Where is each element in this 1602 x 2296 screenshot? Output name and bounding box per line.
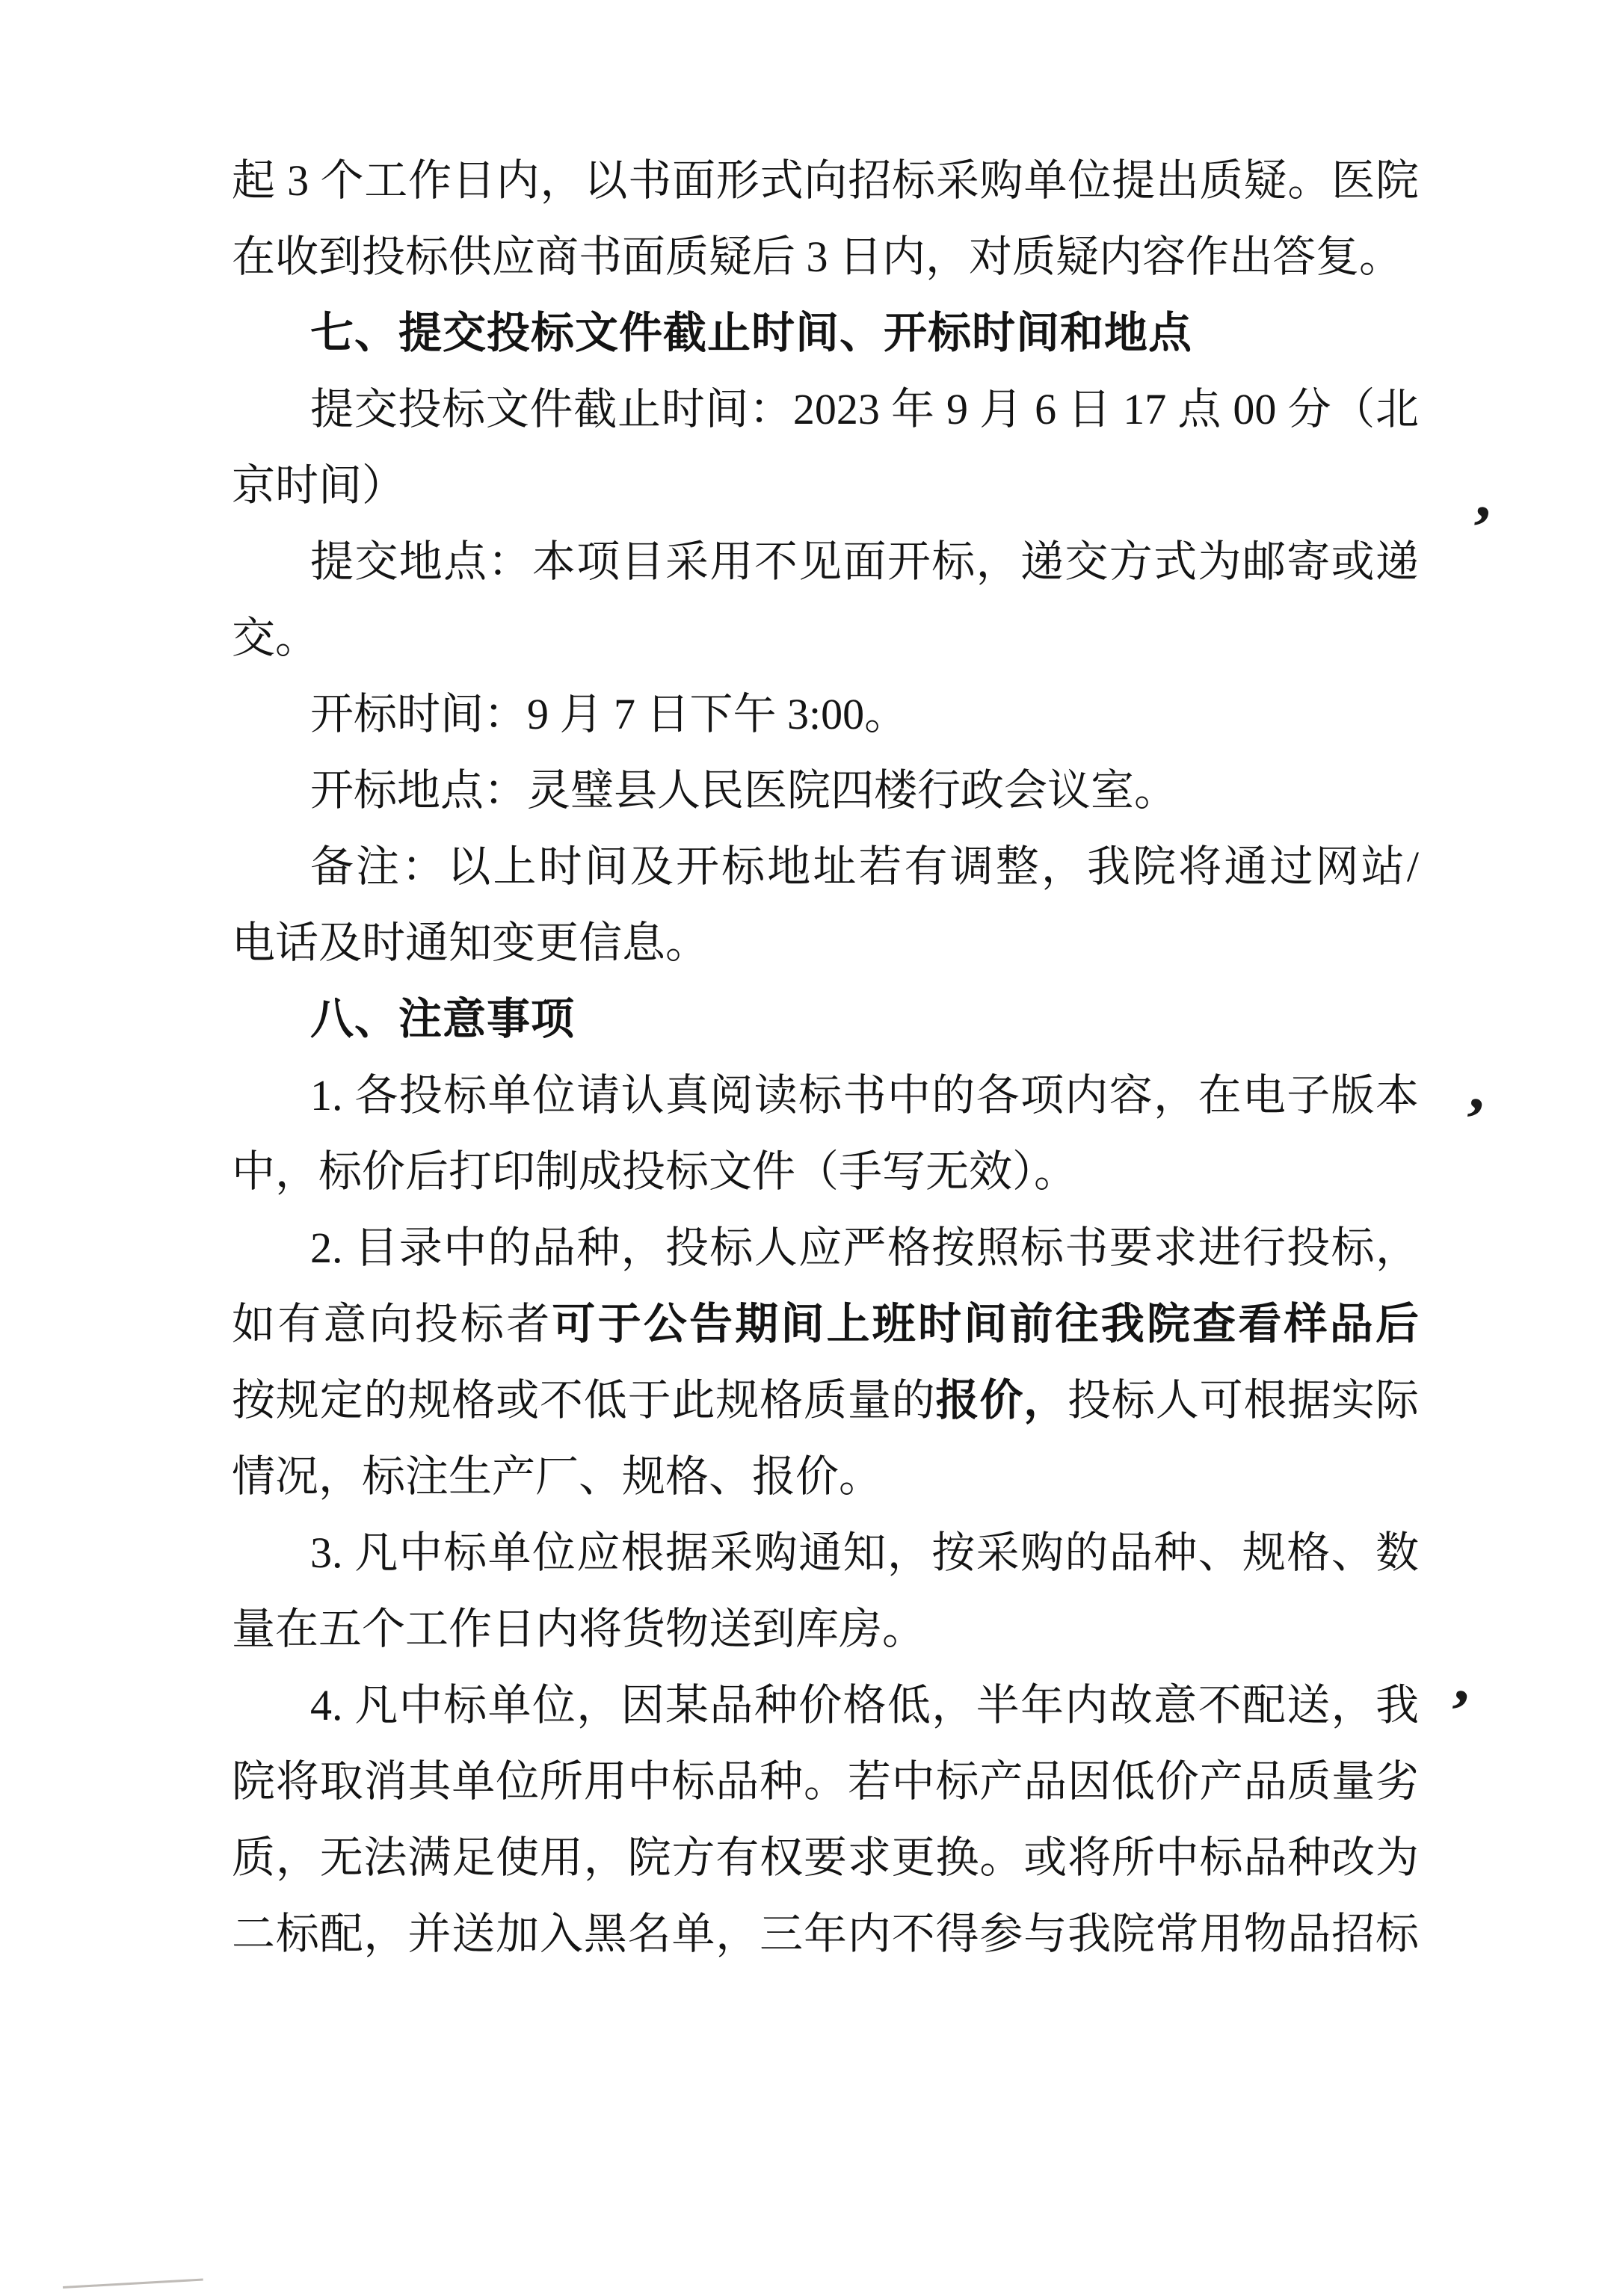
text-line — [232, 1286, 1419, 1363]
text-segment: 交。 — [232, 614, 319, 662]
bold-text-segment: 报价， — [935, 1376, 1068, 1425]
handwritten-comma-mark: , — [1450, 1644, 1478, 1716]
bold-text-segment: 可于公告期间上班时间前往我院查看样品后 — [552, 1300, 1419, 1348]
text-segment: 在收到投标供应商书面质疑后 3 日内，对质疑内容作出答复。 — [232, 232, 1403, 281]
text-segment: 提交地点：本项目采用不见面开标，递交方式为邮寄或递 — [310, 537, 1419, 586]
section-heading — [232, 981, 1419, 1058]
text-segment: 投标人可根据实际 — [1068, 1376, 1419, 1425]
text-line — [232, 753, 1419, 829]
text-segment: 中，标价后打印制成投标文件（手写无效）。 — [232, 1147, 1078, 1196]
scan-artifact-line — [63, 2279, 203, 2289]
text-segment: 如有意向投标者 — [232, 1300, 552, 1348]
text-line — [232, 905, 1419, 981]
text-segment: 开标地点：灵璧县人民医院四楼行政会议室。 — [310, 766, 1178, 815]
text-segment: 七、提交投标文件截止时间、开标时间和地点 — [310, 309, 1193, 357]
text-block — [232, 143, 1419, 1972]
text-segment: 京时间） — [232, 461, 406, 510]
text-segment: 电话及时通知变更信息。 — [232, 919, 709, 967]
text-line — [232, 1439, 1419, 1515]
text-segment: 4. 凡中标单位，因某品种价格低，半年内故意不配送，我 — [310, 1681, 1419, 1729]
text-segment: 3. 凡中标单位应根据采购通知，按采购的品种、规格、数 — [310, 1528, 1419, 1577]
text-line — [232, 1210, 1419, 1286]
text-segment: 按规定的规格或不低于此规格质量的 — [232, 1376, 936, 1425]
text-segment: 1. 各投标单位请认真阅读标书中的各项内容，在电子版本 — [310, 1071, 1419, 1120]
text-line — [232, 1134, 1419, 1210]
text-line — [232, 1591, 1419, 1667]
text-line — [232, 1896, 1419, 1972]
text-segment: 备注：以上时间及开标地址若有调整，我院将通过网站/ — [310, 842, 1419, 891]
text-line — [232, 219, 1419, 295]
text-line — [232, 143, 1419, 219]
text-line — [232, 371, 1419, 448]
text-segment: 开标时间：9 月 7 日下午 3:00。 — [310, 690, 908, 738]
text-line — [232, 676, 1419, 753]
text-line — [232, 1820, 1419, 1896]
section-heading — [232, 295, 1419, 371]
text-line — [232, 524, 1419, 600]
text-segment: 二标配，并送加入黑名单，三年内不得参与我院常用物品招标 — [232, 1910, 1419, 1958]
text-line — [232, 1667, 1419, 1744]
text-segment: 量在五个工作日内将货物送到库房。 — [232, 1605, 926, 1653]
text-line — [232, 1744, 1419, 1820]
text-line — [232, 1058, 1419, 1134]
text-line — [232, 829, 1419, 905]
text-segment: 提交投标文件截止时间：2023 年 9 月 6 日 17 点 00 分（北 — [310, 385, 1419, 433]
text-segment: 情况，标注生产厂、规格、报价。 — [232, 1452, 883, 1501]
text-segment: 2. 目录中的品种，投标人应严格按照标书要求进行投标， — [310, 1223, 1419, 1272]
text-segment: 院将取消其单位所用中标品种。若中标产品因低价产品质量劣 — [232, 1757, 1419, 1806]
text-segment: 质，无法满足使用，院方有权要求更换。或将所中标品种改为 — [232, 1833, 1419, 1882]
text-segment: 起 3 个工作日内，以书面形式向招标采购单位提出质疑。医院 — [232, 156, 1419, 205]
text-line — [232, 1363, 1419, 1439]
text-line — [232, 600, 1419, 676]
text-line — [232, 448, 1419, 524]
handwritten-comma-mark: , — [1465, 1052, 1493, 1124]
text-line — [232, 1515, 1419, 1591]
text-segment: 八、注意事项 — [310, 995, 576, 1043]
handwritten-comma-mark: , — [1473, 460, 1497, 531]
